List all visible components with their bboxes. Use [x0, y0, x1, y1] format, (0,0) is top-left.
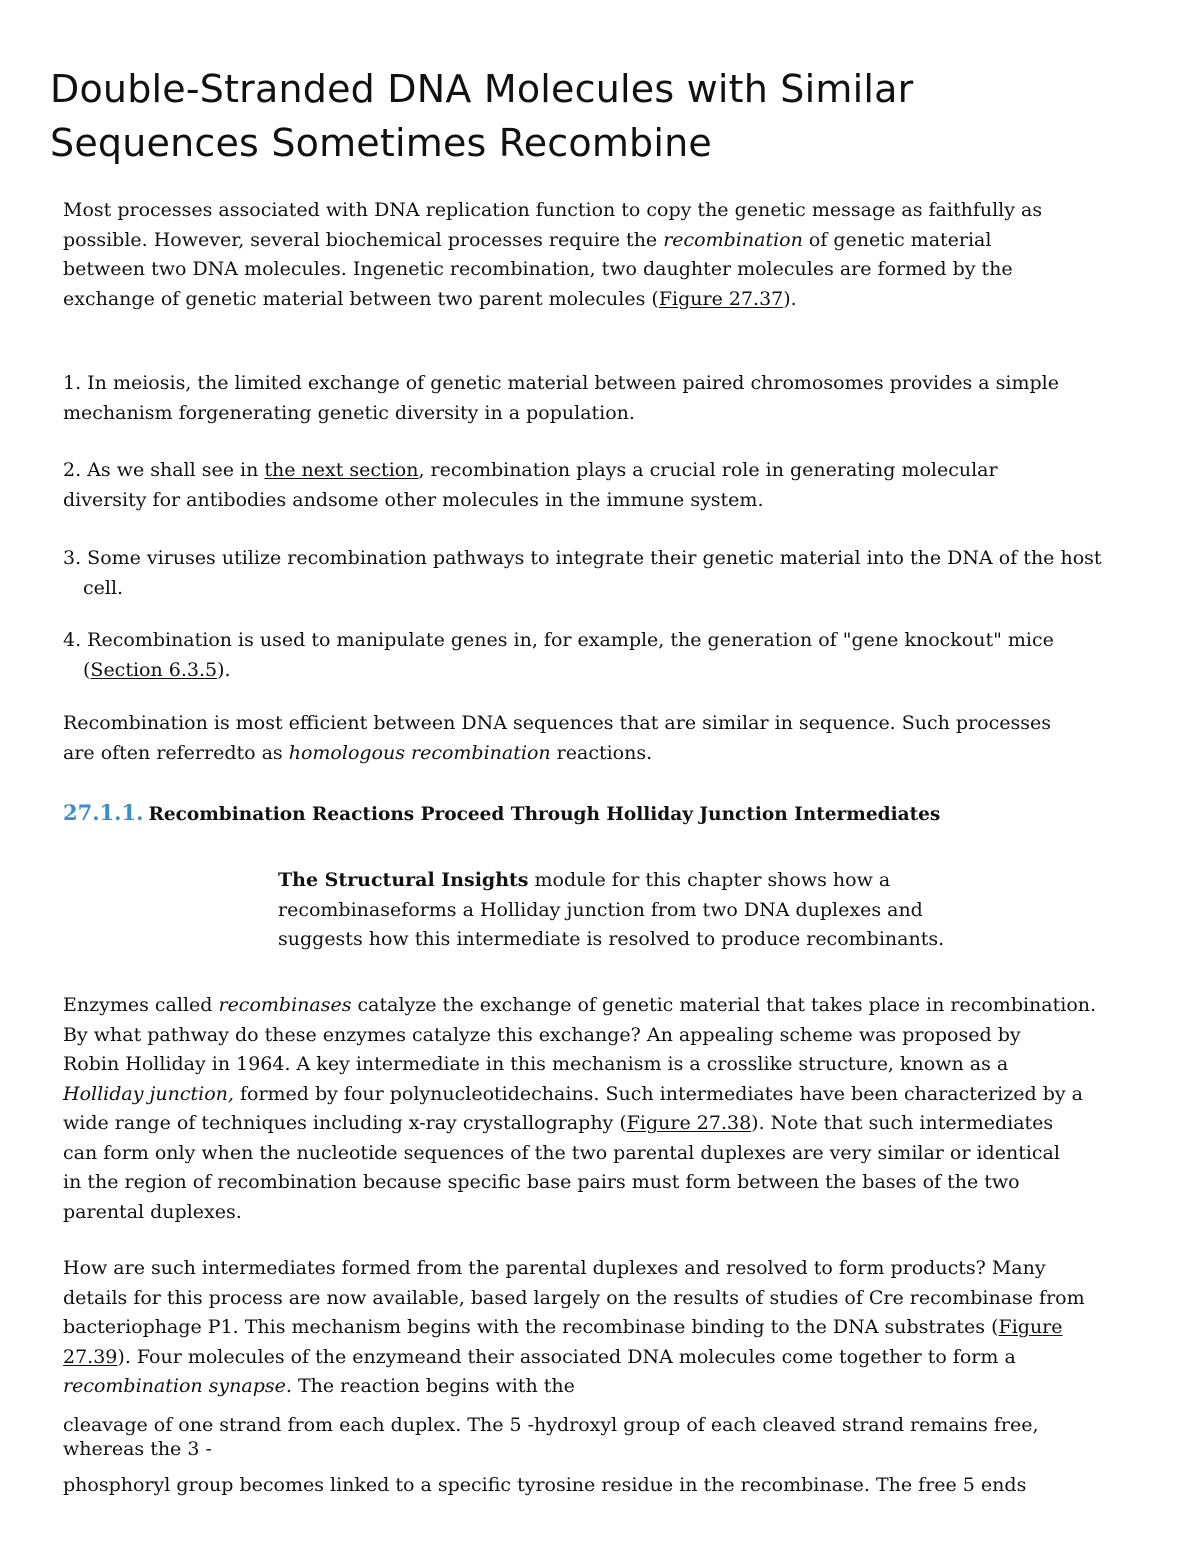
intro-paragraph — [63, 196, 1153, 314]
page-title — [50, 62, 1150, 170]
paragraph-line: whereas the 3 - — [63, 1437, 212, 1460]
list-text: In meiosis, the limited exchange of genetic material between paired chromosomes provides a simple — [81, 372, 1059, 394]
list-item-3 — [63, 544, 1163, 603]
structural-insights-callout — [278, 866, 1038, 955]
term-holliday-junction: Holliday junction, — [63, 1082, 234, 1105]
list-item-4 — [63, 626, 1163, 685]
list-item-line: mechanism forgenerating genetic diversity in a population. — [63, 401, 635, 424]
enzymes-paragraph — [63, 991, 1153, 1227]
intro-line-4 — [63, 285, 1153, 315]
paragraph-text: ). Note that such intermediates — [751, 1112, 1054, 1134]
list-text: ). — [217, 658, 231, 681]
paragraph-line: cleavage of one strand from each duplex. The 5 -hydroxyl group of each cleaved strand remains free, — [63, 1414, 1039, 1436]
paragraph-line — [63, 1109, 1153, 1139]
paragraph-text: The reaction begins with the — [291, 1375, 575, 1397]
list-number: 4. — [63, 629, 82, 651]
list-text: Some viruses utilize recombination pathways to integrate their genetic material into the DNA of the host — [81, 547, 1102, 569]
title-line-1: Double-Stranded DNA Molecules with Similar — [50, 67, 914, 111]
list-number: 2. — [63, 459, 82, 481]
intro-text: possible. However, several biochemical processes require the — [63, 228, 664, 251]
title-line-2: Sequences Sometimes Recombine — [50, 121, 712, 165]
list-text: As we shall see in — [81, 459, 265, 481]
callout-line: recombinaseforms a Holliday junction from two DNA duplexes and — [278, 898, 923, 921]
intermediates-paragraph-cont — [63, 1411, 1153, 1464]
intro-text: exchange of genetic material between two parent molecules ( — [63, 287, 659, 310]
paragraph-line: in the region of recombination because specific base pairs must form between the bases of the two — [63, 1171, 1020, 1193]
paragraph-line: parental duplexes. — [63, 1200, 242, 1223]
figure-27-38-link[interactable]: Figure 27.38 — [626, 1112, 752, 1134]
intermediates-paragraph — [63, 1254, 1153, 1402]
paragraph-line — [63, 1313, 1153, 1343]
term-recombinases: recombinases — [218, 994, 352, 1016]
paragraph-line — [63, 739, 1153, 769]
list-item-line — [63, 456, 1163, 486]
paragraph-line: Recombination is most efficient between DNA sequences that are similar in sequence. Such processes — [63, 712, 1051, 734]
figure-27-39-link-cont[interactable]: 27.39 — [63, 1345, 118, 1368]
list-item-line — [63, 626, 1163, 656]
term-recombination: recombination — [663, 228, 803, 251]
paragraph-line: details for this process are now available, based largely on the results of studies of Cre recombinase from — [63, 1286, 1085, 1309]
intro-line-1: Most processes associated with DNA replication function to copy the genetic message as faithfully as — [63, 199, 1043, 221]
paragraph-text: ). Four molecules of the enzymeand their associated DNA molecules come together to form a — [117, 1345, 1016, 1368]
figure-27-39-link[interactable]: Figure — [998, 1316, 1063, 1338]
list-text: , recombination plays a crucial role in generating molecular — [418, 459, 998, 481]
list-item-line: cell. — [83, 576, 124, 599]
callout-line: suggests how this intermediate is resolved to produce recombinants. — [278, 928, 945, 950]
intro-line-3: between two DNA molecules. Ingenetic recombination, two daughter molecules are formed by the — [63, 258, 1013, 280]
list-item-line — [63, 656, 1163, 686]
next-section-link[interactable]: the next section — [264, 459, 419, 481]
paragraph-text: Enzymes called — [63, 994, 219, 1016]
paragraph-line — [63, 991, 1153, 1021]
homologous-paragraph — [63, 709, 1153, 768]
paragraph-line: Robin Holliday in 1964. A key intermediate in this mechanism is a crosslike structure, known as a — [63, 1053, 1009, 1075]
list-text: Recombination is used to manipulate genes in, for example, the generation of "gene knockout" mice — [81, 629, 1054, 651]
section-title: Recombination Reactions Proceed Through Holliday Junction Intermediates — [148, 804, 941, 825]
figure-27-37-link[interactable]: Figure 27.37 — [658, 287, 784, 310]
section-number: 27.1.1. — [63, 800, 144, 825]
paragraph-text: catalyze the exchange of genetic material that takes place in recombination. — [351, 994, 1097, 1016]
section-6-3-5-link[interactable]: Section 6.3.5 — [90, 658, 218, 681]
paragraph-line: phosphoryl group becomes linked to a specific tyrosine residue in the recombinase. The free 5 ends — [63, 1474, 1027, 1496]
paragraph-text: wide range of techniques including x-ray crystallography ( — [63, 1112, 627, 1134]
paragraph-line: By what pathway do these enzymes catalyze this exchange? An appealing scheme was proposed by — [63, 1023, 1021, 1046]
paragraph-line — [63, 1372, 1153, 1402]
term-recombination-synapse: recombination synapse. — [63, 1375, 292, 1397]
list-text: ( — [83, 658, 91, 681]
list-item-line — [63, 544, 1163, 574]
paragraph-text: are often referredto as — [63, 741, 289, 764]
list-number: 3. — [63, 547, 82, 569]
list-item-1 — [63, 369, 1163, 428]
paragraph-line: How are such intermediates formed from the parental duplexes and resolved to form products? Many — [63, 1257, 1046, 1279]
paragraph-line — [63, 1343, 1153, 1373]
paragraph-text: reactions. — [550, 741, 653, 764]
paragraph-text: formed by four polynucleotidechains. Such intermediates have been characterized by a — [233, 1082, 1083, 1105]
list-item-2 — [63, 456, 1163, 515]
intermediates-paragraph-end — [63, 1471, 1153, 1501]
list-item-line — [63, 369, 1163, 399]
intro-text: ). — [783, 287, 797, 310]
paragraph-line — [63, 1080, 1153, 1110]
paragraph-line: can form only when the nucleotide sequences of the two parental duplexes are very similar or identical — [63, 1141, 1060, 1164]
callout-bold: The Structural Insights — [278, 869, 529, 891]
callout-text: module for this chapter shows how a — [528, 869, 891, 891]
intro-text: of genetic material — [802, 228, 992, 251]
list-number: 1. — [63, 372, 82, 394]
section-heading — [63, 800, 940, 825]
paragraph-text: bacteriophage P1. This mechanism begins with the recombinase binding to the DNA substrates ( — [63, 1316, 999, 1338]
list-item-line: diversity for antibodies andsome other molecules in the immune system. — [63, 488, 764, 511]
intro-line-2 — [63, 226, 1153, 256]
callout-line — [278, 866, 1038, 896]
term-homologous-recombination: homologous recombination — [288, 741, 551, 764]
